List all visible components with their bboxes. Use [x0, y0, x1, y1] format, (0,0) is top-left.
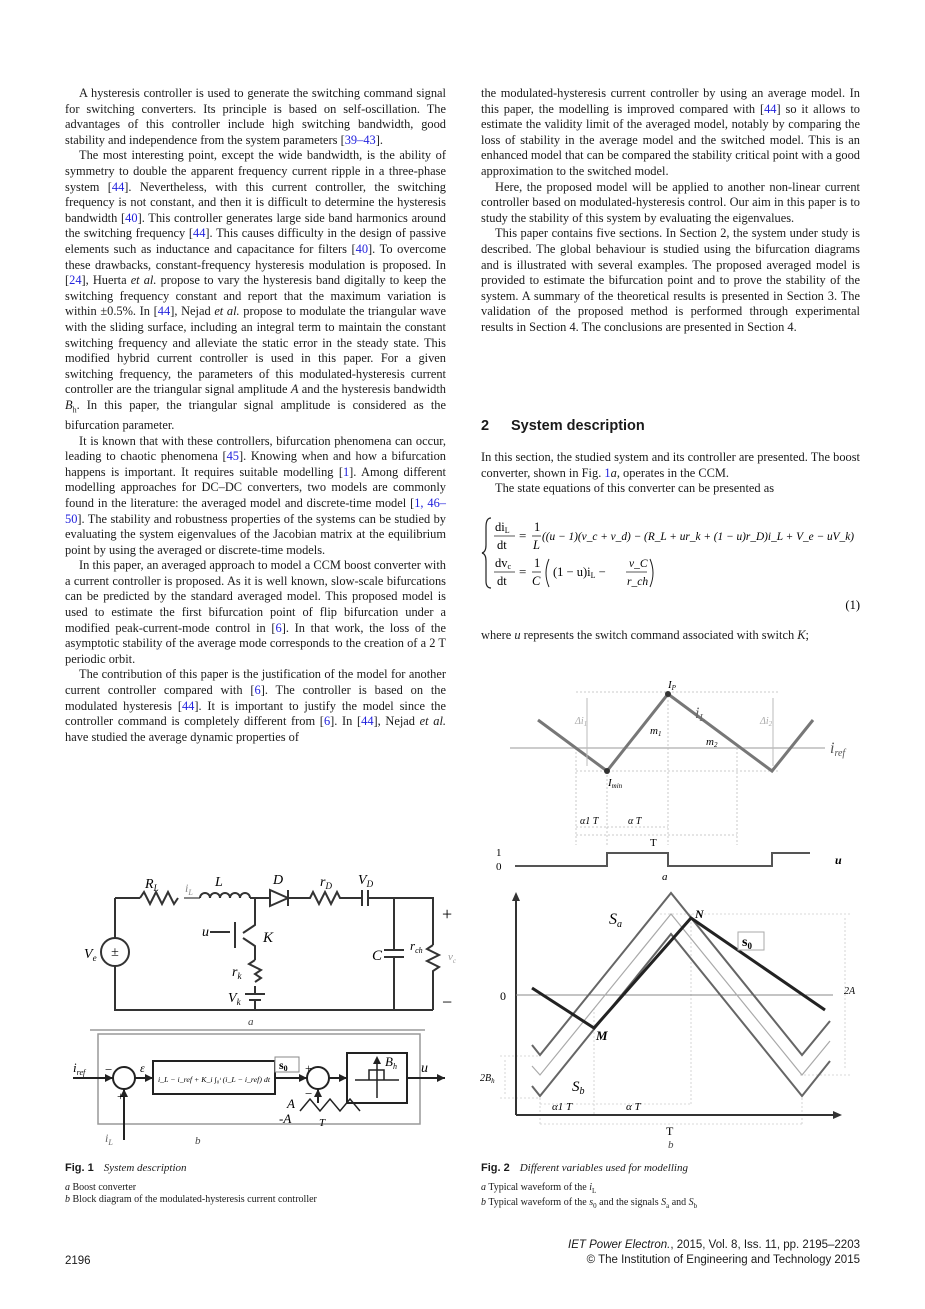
equation-number: (1): [845, 598, 860, 612]
subfigure-label-b: b: [195, 1135, 201, 1147]
label-s0: $s_0$: [742, 935, 752, 951]
label-zero: 0: [496, 861, 502, 873]
imin-point: [604, 768, 610, 774]
figure-1a-circuit: [84, 870, 456, 1028]
ve-polarity: ±: [111, 945, 119, 960]
label-sb: $S_b$: [572, 1079, 585, 1097]
citation-link[interactable]: 40: [355, 241, 369, 256]
sb-waveform: [532, 934, 830, 1096]
label-rch: $r_{ch}$: [410, 938, 423, 955]
paragraph-6: the modulated-hysteresis current controller by using an average model. In this paper, the modelling is improved compared with [44] so it allows to estimate the validity limit of the averaged model, notably by comparing the loss of stability in the average model and the switched model. This is an enhanced model that can be compared the stability critical point with a good approximation to the switched model.: [481, 86, 860, 178]
paragraph-2: The most interesting point, except the wide bandwidth, is the ability of symmetry to double the apparent frequency current ripple in a three-phase system [44]. Nevertheless, with this current controller, the switching frequency is not constant, and then it is difficult to determine the hysteresis bandwidth [40]. This controller generates large side band harmonics around the switching frequency [44]. This causes difficulty in the design of passive elements such as inductance and capacitance for filters [40]. To overcome these drawbacks, constant-frequency hysteresis modulation is proposed. In [24], Huerta et al. propose to vary the hysteresis band digitally to keep the switching frequency constant and report that the maximum variation is within ±0.5%. In [44], Nejad et al. propose to modulate the triangular wave with the sliding surface, including an integral term to maintain the constant switching frequency and alleviate the static error in the steady state. This modified hybrid current controller is used in this paper. For a given switching frequency, the parameters of this modulated-hysteresis current controller are the triangular signal amplitude A and the hysteresis bandwidth $B_h$. In this paper, the triangular signal amplitude is considered as the bifurcation parameter.: [65, 148, 446, 432]
label-il: $i_L$: [105, 1131, 113, 1147]
citation-link[interactable]: 24: [69, 273, 82, 288]
switch-command-waveform: [515, 853, 810, 866]
label-k: K: [263, 930, 274, 946]
eq2-rhs: (1 − u)iL −: [553, 565, 606, 580]
caption-figure-number: Fig. 1: [65, 1162, 94, 1174]
resistor-rch: [427, 945, 439, 1010]
label-minus-2: −: [305, 1086, 313, 1101]
journal-citation: IET Power Electron., 2015, Vol. 8, Iss. 11, pp. 2195–2203: [568, 1239, 860, 1251]
inductor-l: [200, 893, 250, 898]
ip-point: [665, 691, 671, 697]
figure-1b-block-diagram: [65, 1020, 450, 1155]
source-vk: [245, 986, 265, 1010]
citation-link[interactable]: 44: [111, 179, 125, 194]
wire: [370, 898, 433, 945]
eq2-frac-num: v_C: [629, 558, 648, 570]
label-u: u: [421, 1061, 428, 1076]
label-bh: $B_h$: [385, 1054, 397, 1071]
citation-link[interactable]: 6: [275, 620, 282, 635]
equation-1: [481, 515, 860, 615]
label-delta-i2: $\Delta i_2$: [760, 716, 773, 728]
arrow-icon: [299, 1074, 307, 1082]
citation-link[interactable]: 44: [193, 226, 206, 241]
left-column: [65, 86, 446, 745]
label-u: u: [835, 853, 842, 867]
label-period-t: T: [319, 1117, 326, 1129]
label-l: L: [215, 875, 223, 890]
eq2-coef-den: C: [532, 574, 541, 588]
label-ve: $V_e$: [84, 947, 97, 963]
citation-link[interactable]: 44: [764, 101, 777, 116]
eq2-coef-num: 1: [534, 556, 541, 570]
label-c: C: [372, 948, 383, 964]
resistor-rl: [140, 892, 178, 904]
label-sa: Sa: [609, 911, 622, 930]
label-minus: −: [442, 992, 453, 1012]
citation-link[interactable]: 1: [342, 464, 350, 479]
citation-link[interactable]: 1, 46–50: [65, 495, 446, 526]
label-rk: $r_k$: [232, 965, 242, 981]
caption-sub-b: b Typical waveform of the $s_0$ and the signals $S_a$ and $S_b$: [481, 1197, 698, 1210]
label-a: A: [287, 1096, 295, 1111]
label-d: D: [273, 873, 284, 888]
label-plus-2: +: [305, 1061, 312, 1075]
figure-link[interactable]: 1: [604, 465, 611, 480]
switch-k: [210, 898, 255, 960]
section-title: System description: [511, 418, 645, 434]
page-number: 2196: [65, 1255, 91, 1267]
citation-link[interactable]: 44: [181, 698, 195, 713]
figure-2-caption: [481, 1162, 871, 1213]
eq2-lhs-den: dt: [497, 574, 507, 588]
equals-sign: =: [519, 528, 527, 543]
citation-link[interactable]: 6: [323, 714, 331, 729]
eq1-coef-num: 1: [534, 520, 541, 534]
arrow-icon: [145, 1074, 153, 1082]
caption-sub-a: a Typical waveform of the $i_L$: [481, 1181, 597, 1195]
label-m1: m1: [650, 725, 662, 738]
label-vk: $V_k$: [228, 991, 241, 1007]
label-plus: +: [117, 1089, 124, 1103]
label-epsilon: ε: [140, 1061, 145, 1075]
intro-paragraph: In this section, the studied system and its controller are presented. The boost converter, shown in Fig. 1a, operates in the CCM.: [481, 450, 860, 480]
citation-link[interactable]: 6: [254, 683, 261, 698]
eq1-lhs-den: dt: [497, 538, 507, 552]
subfigure-label-b: b: [668, 1139, 674, 1151]
section-intro: [481, 450, 860, 497]
label-m: M: [596, 1028, 608, 1043]
label-n: N: [695, 907, 704, 921]
label-imin: Imin: [608, 777, 623, 790]
citation-link[interactable]: 45: [226, 449, 239, 464]
equals-sign: =: [519, 564, 527, 579]
where-line: where u represents the switch command associated with switch K;: [481, 628, 809, 642]
label-one: 1: [496, 847, 502, 859]
label-vd: $V_D$: [358, 873, 374, 889]
label-period-t: T: [666, 1124, 674, 1138]
wire: [115, 970, 433, 1010]
label-period-t: T: [650, 837, 657, 849]
arrow-icon: [314, 1089, 322, 1097]
label-iref: $i_{ref}$: [73, 1060, 86, 1077]
label-alpha-t: α T: [628, 816, 642, 827]
subfigure-label-a: a: [248, 1016, 254, 1028]
label-2bh: $2B_h$: [480, 1073, 495, 1085]
journal-footer: [568, 1238, 860, 1268]
intro-paragraph-2: The state equations of this converter can be presented as: [495, 481, 775, 496]
label-u: u: [202, 925, 209, 940]
diode-d: [270, 890, 288, 906]
citation-link[interactable]: 44: [361, 714, 374, 729]
label-s0: s0: [279, 1058, 288, 1073]
paragraph-1: A hysteresis controller is used to generate the switching command signal for switching converters. Its principle is based on self-oscillation. The advantages of this controller include high switching bandwidth, good stability and independence from the system parameters [39–43].: [65, 86, 446, 147]
summing-junction-1: [113, 1067, 135, 1089]
figure-2a-il-waveform: [480, 668, 870, 885]
equation-svg: [481, 515, 860, 615]
copyright-notice: © The Institution of Engineering and Technology 2015: [586, 1254, 860, 1266]
figure-1-caption: [65, 1162, 455, 1207]
label-2a: 2A: [844, 986, 856, 997]
caption-figure-number: Fig. 2: [481, 1162, 510, 1174]
label-il: $i_L$: [185, 881, 193, 897]
caption-sub-a: a Boost converter: [65, 1181, 137, 1193]
citation-link[interactable]: 44: [157, 304, 171, 319]
label-minus: −: [105, 1062, 113, 1077]
label-iref: iref: [830, 740, 846, 759]
label-vc: $v_c$: [448, 951, 456, 965]
label-delta-i1: $\Delta i_1$: [575, 716, 588, 728]
label-alpha1-t: α1 T: [580, 816, 599, 827]
label-zero: 0: [500, 989, 506, 1003]
eq1-rhs: ((u − 1)(v_c + v_d) − (R_L + ur_k + (1 − u)r_D)i_L + V_e − uV_k): [542, 529, 855, 543]
paren-close: [650, 559, 653, 587]
resistor-rd: [288, 892, 362, 904]
eq2-lhs-num: dvc: [495, 556, 512, 571]
arrow-icon: [437, 1074, 445, 1082]
block-expression: i_L − i_ref + K_i ∫₀ᵗ (i_L − i_ref) dt: [158, 1076, 272, 1084]
right-column: [481, 86, 860, 336]
section-heading: [481, 418, 645, 434]
label-alpha-t: α T: [626, 1101, 641, 1113]
eq1-lhs-num: diL: [495, 520, 510, 535]
resistor-rk: [249, 960, 261, 982]
eq1-coef-den: L: [533, 538, 540, 552]
label-plus: +: [442, 904, 453, 924]
section-number: 2: [481, 418, 490, 434]
arrow-icon: [339, 1074, 347, 1082]
label-il: iL: [695, 705, 706, 724]
arrow-icon: [373, 1056, 381, 1064]
left-brace: [482, 518, 491, 588]
label-neg-a: -A: [279, 1111, 292, 1126]
paragraph-4: In this paper, an averaged approach to model a CCM boost converter with a current controller is proposed. As it is well known, slow-scale bifurcations can be predicted by the standard averaged model. This proposed model is used to estimate the first bifurcation point of flip bifurcation under a modified peak-current-mode control in [6]. In that work, the loss of the asymptotic stability of the average mode corresponds to the creation of a 2 T periodic orbit.: [65, 558, 446, 666]
citation-link[interactable]: 40: [125, 210, 138, 225]
paragraph-5: The contribution of this paper is the justification of the model for another current controller compared with [6]. The controller is based on the modulated hysteresis [44]. It is important to justify the model since the controller command is completely different from [6]. In [44], Nejad et al. have studied the average dynamic properties of: [65, 667, 446, 744]
label-alpha1-t: α1 T: [552, 1101, 573, 1113]
il-waveform: [538, 694, 813, 771]
label-rl: $R_L$: [145, 877, 159, 893]
caption-title: Different variables used for modelling: [519, 1162, 688, 1174]
paragraph-3: It is known that with these controllers, bifurcation phenomena can occur, leading to chaotic phenomena [45]. Knowing when and how a bifurcation happens is important. It requires suitable modelling [1]. Among different modelling approaches for DC–DC converters, two models are commonly found in the literature: the averaged model and discrete-time model [1, 46–50]. The stability and robustness properties of the systems can be studied by evaluating the system eigenvalues of the Jacobian matrix at the equilibrium point by using the averaged or discrete-time models.: [65, 433, 446, 557]
label-ip: IP: [668, 679, 676, 692]
paragraph-8: This paper contains five sections. In Section 2, the system under study is described. The global behaviour is studied using the bifurcation diagrams and is illustrated with several examples. The proposed averaged model is provided to estimate the bifurcation point and to prove the stability of the system. A summary of the theoretical results is presented in Section 3. The validation of the proposed method is performed through experimental results in Section 4. The conclusions are presented in Section 4.: [481, 226, 860, 334]
eq2-frac-den: r_ch: [627, 576, 649, 588]
caption-title: System description: [103, 1162, 187, 1174]
paren-open: [546, 559, 549, 587]
label-m2: m2: [706, 736, 718, 749]
figure-2b-sliding-waveforms: [480, 880, 870, 1155]
paragraph-7: Here, the proposed model will be applied to another non-linear current controller based on modulated-hysteresis control. Our aim in this paper is to study the stability of this system by evaluating the eigenvalues.: [481, 179, 860, 225]
subfigure-label-a: a: [662, 871, 668, 883]
capacitor-c: [384, 898, 404, 1010]
caption-sub-b: b Block diagram of the modulated-hysteresis current controller: [65, 1194, 317, 1205]
label-rd: $r_D$: [320, 875, 332, 891]
citation-link[interactable]: 39–43: [344, 132, 376, 147]
